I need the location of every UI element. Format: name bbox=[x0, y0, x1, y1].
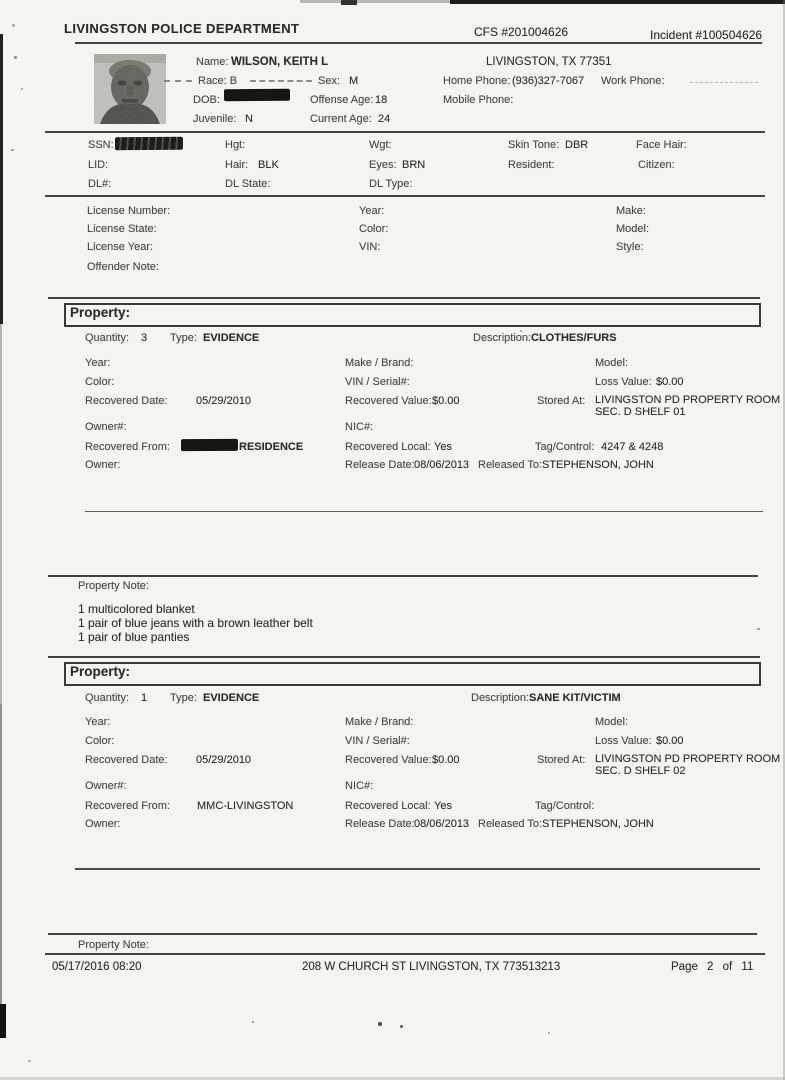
model-label: Model: bbox=[595, 716, 629, 728]
mobile-phone-label: Mobile Phone: bbox=[443, 94, 514, 106]
property-note-label: Property Note: bbox=[78, 580, 149, 592]
current-age-label: Current Age: bbox=[310, 113, 372, 125]
quantity-value: 1 bbox=[141, 692, 148, 704]
subject-address: LIVINGSTON, TX 77351 bbox=[486, 56, 612, 68]
eyes-value: BRN bbox=[402, 159, 426, 171]
owner-number-label: Owner#: bbox=[85, 780, 127, 792]
department-title: LIVINGSTON POLICE DEPARTMENT bbox=[64, 21, 300, 36]
license-state-label: License State: bbox=[87, 223, 157, 235]
year-label: Year: bbox=[85, 357, 111, 369]
section-divider-line bbox=[48, 297, 760, 299]
loss-value-label: Loss Value: bbox=[595, 735, 652, 747]
juvenile-value: N bbox=[245, 113, 253, 125]
release-date-label: Release Date: bbox=[345, 818, 415, 830]
scan-edge-artifact bbox=[0, 1004, 6, 1038]
scan-speck bbox=[757, 628, 760, 630]
divider-line bbox=[48, 933, 757, 935]
recovered-date-value: 05/29/2010 bbox=[196, 754, 252, 766]
agency-address: 208 W CHURCH ST LIVINGSTON, TX 773513213 bbox=[302, 961, 561, 973]
page-number: Page 2 of 11 bbox=[671, 961, 754, 973]
recovered-value-label: Recovered Value: bbox=[345, 754, 432, 766]
description-label: Description: bbox=[471, 692, 530, 704]
license-number-label: License Number: bbox=[87, 205, 171, 217]
vehicle-color-label: Color: bbox=[359, 223, 389, 235]
sex-label: Sex: bbox=[318, 75, 341, 87]
skin-tone-label: Skin Tone: bbox=[508, 139, 560, 151]
released-to-value: STEPHENSON, JOHN bbox=[542, 818, 654, 830]
offender-note-label: Offender Note: bbox=[87, 261, 159, 273]
scan-speck bbox=[400, 1025, 403, 1028]
face-hair-label: Face Hair: bbox=[636, 139, 687, 151]
scan-edge-artifact bbox=[341, 0, 357, 5]
nic-number-label: NIC#: bbox=[345, 780, 374, 792]
model-label: Model: bbox=[595, 357, 629, 369]
footer-divider-line bbox=[45, 953, 765, 955]
section-divider-line bbox=[48, 656, 760, 658]
recovered-value: $0.00 bbox=[432, 395, 460, 407]
property-section-title: Property: bbox=[70, 305, 131, 320]
scan-speck bbox=[548, 1032, 550, 1034]
recovered-from-value: MMC-LIVINGSTON bbox=[197, 800, 294, 812]
scan-edge-artifact bbox=[0, 34, 3, 324]
nic-number-label: NIC#: bbox=[345, 421, 374, 433]
recovered-local-value: Yes bbox=[434, 800, 452, 812]
redaction-bar-ssn bbox=[115, 137, 183, 150]
type-value: EVIDENCE bbox=[203, 332, 260, 344]
dl-state-label: DL State: bbox=[225, 178, 271, 190]
recovered-from-label: Recovered From: bbox=[85, 441, 170, 453]
name-label: Name: bbox=[196, 56, 229, 68]
released-to-value: STEPHENSON, JOHN bbox=[542, 459, 654, 471]
skin-tone-value: DBR bbox=[565, 139, 589, 151]
property-section-box bbox=[64, 303, 761, 327]
scan-speck bbox=[378, 1022, 382, 1026]
type-value: EVIDENCE bbox=[203, 692, 260, 704]
hgt-label: Hgt: bbox=[225, 139, 246, 151]
divider-line bbox=[48, 575, 758, 577]
make-brand-label: Make / Brand: bbox=[345, 357, 414, 369]
redaction-bar-dob bbox=[224, 89, 290, 101]
scan-artifact-dashes bbox=[690, 82, 758, 83]
divider-line bbox=[75, 868, 760, 870]
offense-age-label: Offense Age: bbox=[310, 94, 374, 106]
sex-value: M bbox=[349, 75, 359, 87]
offense-age-value: 18 bbox=[375, 94, 388, 106]
stored-at-label: Stored At: bbox=[537, 754, 586, 766]
scan-speck bbox=[14, 56, 17, 59]
scan-speck bbox=[12, 24, 15, 27]
release-date-label: Release Date: bbox=[345, 459, 415, 471]
hair-value: BLK bbox=[258, 159, 279, 171]
loss-value: $0.00 bbox=[656, 735, 684, 747]
name-value: WILSON, KEITH L bbox=[231, 56, 329, 68]
property-note-line: 1 multicolored blanket bbox=[78, 602, 195, 616]
scan-edge-artifact bbox=[0, 704, 2, 1004]
scan-artifact-dashes bbox=[164, 80, 192, 82]
release-date-value: 08/06/2013 bbox=[414, 459, 470, 471]
stored-at-line2: SEC. D SHELF 02 bbox=[595, 765, 686, 777]
ssn-label: SSN: bbox=[88, 139, 114, 151]
scan-speck bbox=[252, 1021, 254, 1023]
vehicle-year-label: Year: bbox=[359, 205, 385, 217]
scan-edge-artifact bbox=[0, 324, 2, 704]
scan-speck bbox=[28, 1060, 31, 1062]
section-divider-line bbox=[45, 131, 765, 133]
stored-at-label: Stored At: bbox=[537, 395, 586, 407]
print-timestamp: 05/17/2016 08:20 bbox=[52, 961, 142, 973]
recovered-local-value: Yes bbox=[434, 441, 452, 453]
recovered-from-value: RESIDENCE bbox=[239, 441, 304, 453]
loss-value: $0.00 bbox=[656, 376, 684, 388]
scan-speck bbox=[11, 149, 14, 151]
color-label: Color: bbox=[85, 376, 115, 388]
dl-type-label: DL Type: bbox=[369, 178, 413, 190]
mugshot-photo bbox=[94, 54, 166, 124]
property-note-label: Property Note: bbox=[78, 939, 149, 951]
resident-label: Resident: bbox=[508, 159, 555, 171]
owner-label: Owner: bbox=[85, 459, 121, 471]
recovered-from-label: Recovered From: bbox=[85, 800, 170, 812]
property-note-line: 1 pair of blue jeans with a brown leather belt bbox=[78, 616, 313, 630]
owner-label: Owner: bbox=[85, 818, 121, 830]
dob-label: DOB: bbox=[193, 94, 220, 106]
type-label: Type: bbox=[170, 692, 197, 704]
tag-control-label: Tag/Control: bbox=[535, 800, 595, 812]
home-phone-value: (936)327-7067 bbox=[512, 75, 585, 87]
lid-label: LID: bbox=[88, 159, 109, 171]
current-age-value: 24 bbox=[378, 113, 391, 125]
work-phone-label: Work Phone: bbox=[601, 75, 665, 87]
divider-line bbox=[85, 511, 763, 512]
property-note-line: 1 pair of blue panties bbox=[78, 630, 190, 644]
scan-edge-artifact bbox=[450, 0, 785, 4]
redaction-bar-recovered-from bbox=[181, 439, 238, 451]
stored-at-line2: SEC. D SHELF 01 bbox=[595, 406, 686, 418]
recovered-value: $0.00 bbox=[432, 754, 460, 766]
citizen-label: Citizen: bbox=[638, 159, 675, 171]
stored-at-line1: LIVINGSTON PD PROPERTY ROOM bbox=[595, 753, 781, 765]
recovered-date-label: Recovered Date: bbox=[85, 395, 168, 407]
tag-control-value: 4247 & 4248 bbox=[601, 441, 664, 453]
vehicle-model-label: Model: bbox=[616, 223, 650, 235]
scan-speck bbox=[21, 88, 23, 90]
wgt-label: Wgt: bbox=[369, 139, 392, 151]
recovered-local-label: Recovered Local: bbox=[345, 441, 431, 453]
released-to-label: Released To: bbox=[478, 818, 543, 830]
incident-number: Incident #100504626 bbox=[650, 28, 763, 42]
vin-serial-label: VIN / Serial#: bbox=[345, 376, 410, 388]
home-phone-label: Home Phone: bbox=[443, 75, 511, 87]
recovered-local-label: Recovered Local: bbox=[345, 800, 431, 812]
vehicle-vin-label: VIN: bbox=[359, 241, 381, 253]
quantity-label: Quantity: bbox=[85, 332, 130, 344]
released-to-label: Released To: bbox=[478, 459, 543, 471]
description-value: SANE KIT/VICTIM bbox=[529, 692, 621, 704]
color-label: Color: bbox=[85, 735, 115, 747]
type-label: Type: bbox=[170, 332, 197, 344]
vin-serial-label: VIN / Serial#: bbox=[345, 735, 410, 747]
dl-number-label: DL#: bbox=[88, 178, 112, 190]
description-label: Description: bbox=[473, 332, 532, 344]
quantity-value: 3 bbox=[141, 332, 148, 344]
hair-label: Hair: bbox=[225, 159, 249, 171]
vehicle-make-label: Make: bbox=[616, 205, 646, 217]
section-divider-line bbox=[45, 195, 765, 197]
property-section-title: Property: bbox=[70, 664, 131, 679]
year-label: Year: bbox=[85, 716, 111, 728]
recovered-value-label: Recovered Value: bbox=[345, 395, 432, 407]
tag-control-label: Tag/Control: bbox=[535, 441, 595, 453]
scan-edge-artifact bbox=[300, 0, 450, 3]
cfs-number: CFS #201004626 bbox=[474, 25, 569, 39]
quantity-label: Quantity: bbox=[85, 692, 130, 704]
recovered-date-label: Recovered Date: bbox=[85, 754, 168, 766]
release-date-value: 08/06/2013 bbox=[414, 818, 470, 830]
scan-artifact-dashes bbox=[250, 80, 312, 82]
vehicle-style-label: Style: bbox=[616, 241, 644, 253]
loss-value-label: Loss Value: bbox=[595, 376, 652, 388]
license-year-label: License Year: bbox=[87, 241, 154, 253]
race-field: Race: B bbox=[198, 75, 238, 87]
recovered-date-value: 05/29/2010 bbox=[196, 395, 252, 407]
description-value: CLOTHES/FURS bbox=[531, 332, 617, 344]
stored-at-line1: LIVINGSTON PD PROPERTY ROOM bbox=[595, 394, 781, 406]
header-divider-line bbox=[75, 42, 762, 44]
juvenile-label: Juvenile: bbox=[193, 113, 237, 125]
make-brand-label: Make / Brand: bbox=[345, 716, 414, 728]
owner-number-label: Owner#: bbox=[85, 421, 127, 433]
property-section-box bbox=[64, 662, 761, 686]
eyes-label: Eyes: bbox=[369, 159, 397, 171]
